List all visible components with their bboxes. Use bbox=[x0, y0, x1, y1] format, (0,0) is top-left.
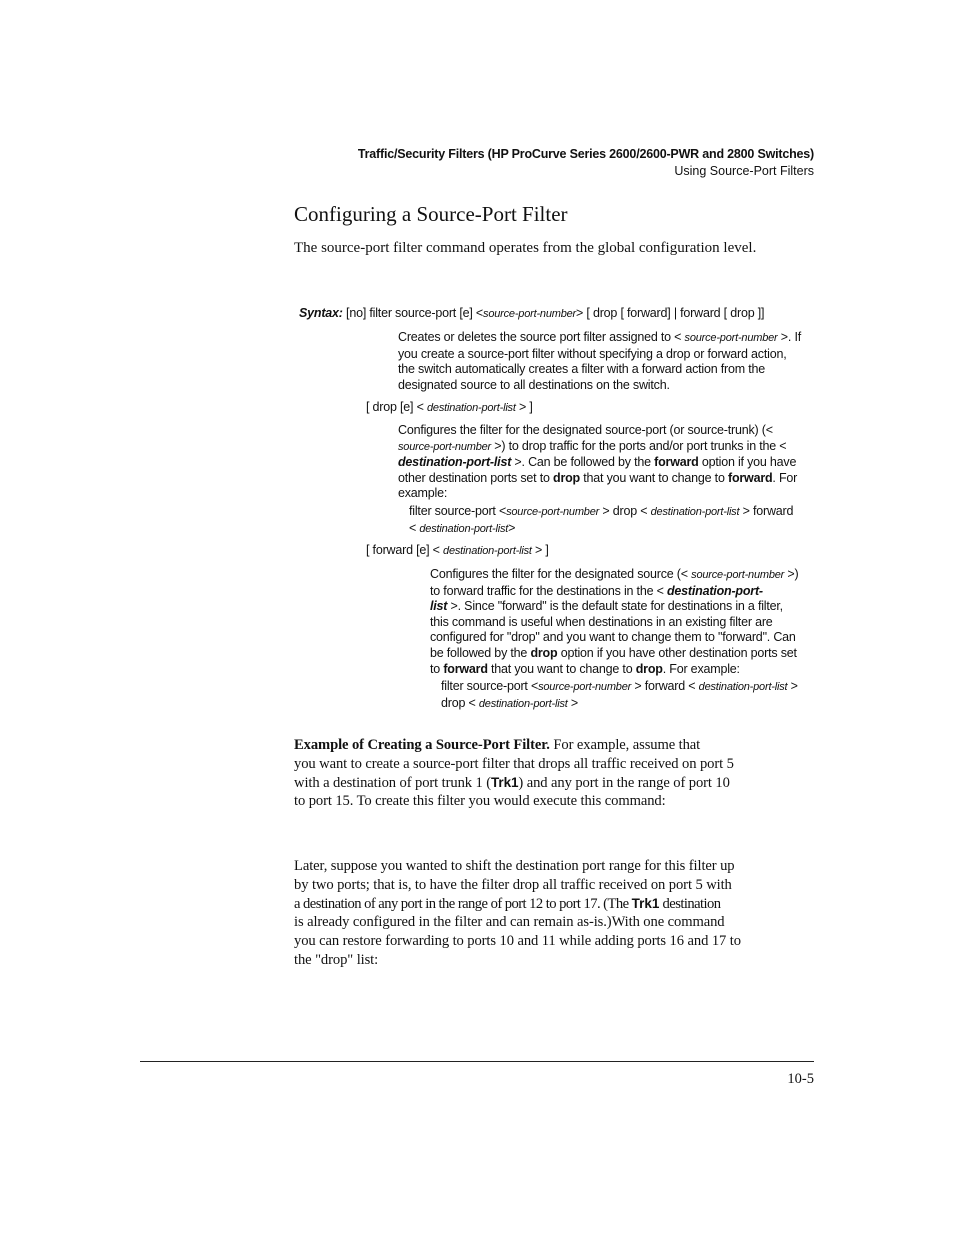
desc-text: >) to drop traffic for the ports and/or port trunks in the < bbox=[491, 438, 787, 453]
desc-text: >. Since "forward" is the default state for destinations in a filter, bbox=[447, 599, 783, 614]
forward-option-example bbox=[441, 679, 816, 712]
desc-param: list bbox=[430, 599, 448, 614]
desc-text: Configures the filter for the designated source (< bbox=[430, 567, 692, 581]
code-text: drop < bbox=[441, 695, 479, 710]
desc-keyword: forward bbox=[443, 661, 488, 676]
opt-text: > ] bbox=[531, 543, 549, 557]
opt-text: [ drop [e] < bbox=[366, 400, 427, 414]
code-text: < bbox=[409, 520, 420, 535]
later-paragraph bbox=[294, 857, 814, 970]
opt-text: > ] bbox=[515, 400, 533, 414]
code-param: source-port-number bbox=[506, 506, 600, 518]
para-text: with a destination of port trunk 1 ( bbox=[294, 774, 492, 791]
code-text: > bbox=[508, 520, 516, 535]
page-number: 10-5 bbox=[787, 1071, 814, 1087]
running-header-chapter: Traffic/Security Filters (HP ProCurve Series 2600/2600-PWR and 2800 Switches) bbox=[357, 147, 814, 161]
intro-paragraph: The source-port filter command operates from the global configuration level. bbox=[294, 240, 757, 256]
desc-text: be followed by the bbox=[430, 645, 531, 660]
para-line: the "drop" list: bbox=[294, 951, 379, 968]
para-line: you can restore forwarding to ports 10 and 11 while adding ports 16 and 17 to bbox=[294, 933, 741, 950]
opt-text: [ forward [e] < bbox=[366, 543, 444, 557]
desc-keyword: forward bbox=[727, 470, 773, 485]
drop-option-heading bbox=[366, 400, 533, 417]
desc-text: that you want to change to bbox=[580, 470, 728, 485]
desc-text: to forward traffic for the destinations in the < bbox=[430, 583, 667, 598]
desc-text: >. Can be followed by the bbox=[511, 455, 655, 470]
code-text: filter source-port < bbox=[409, 504, 507, 518]
desc-text: . For bbox=[772, 470, 798, 485]
desc-text: option if you have other destination ports set bbox=[557, 645, 797, 660]
desc-text: Creates or deletes the source port filter assigned to < bbox=[398, 330, 685, 344]
para-line: you want to create a source-port filter that drops all traffic received on port 5 bbox=[294, 755, 734, 772]
desc-keyword: drop bbox=[530, 645, 558, 660]
example-heading: Example of Creating a Source-Port Filter. bbox=[294, 737, 550, 753]
para-text: a destination of any port in the range of port 12 to port 17. (The bbox=[294, 895, 632, 912]
code-param: source-port-number bbox=[538, 681, 632, 693]
code-text: > bbox=[787, 679, 798, 693]
para-line: to port 15. To create this filter you would execute this command: bbox=[294, 793, 666, 810]
trunk-keyword: Trk1 bbox=[631, 895, 660, 911]
code-param: destination-port-list bbox=[698, 681, 788, 693]
syntax-param: source-port-number bbox=[483, 308, 577, 320]
desc-keyword: drop bbox=[635, 661, 663, 676]
desc-text: >. If bbox=[777, 330, 801, 344]
desc-line: this command is useful when destinations in an existing filter are bbox=[430, 614, 773, 629]
desc-line: configured for "drop" and you want to change them to "forward". Can bbox=[430, 630, 796, 645]
syntax-label: Syntax: bbox=[299, 306, 343, 320]
running-header-section: Using Source-Port Filters bbox=[674, 164, 814, 178]
code-text: > bbox=[567, 695, 578, 710]
desc-line: designated source to all destinations on the switch. bbox=[398, 377, 670, 392]
forward-option-description bbox=[430, 567, 815, 677]
opt-param: destination-port-list bbox=[443, 545, 532, 557]
desc-text: >) bbox=[784, 567, 799, 581]
desc-keyword: drop bbox=[553, 470, 580, 485]
syntax-text: > [ drop [ forward] | forward [ drop ]] bbox=[576, 306, 765, 320]
desc-param: destination-port- bbox=[666, 583, 763, 598]
para-line: by two ports; that is, to have the filter drop all traffic received on port 5 with bbox=[294, 876, 732, 893]
desc-param: source-port-number bbox=[684, 332, 778, 344]
desc-text: other destination ports set to bbox=[398, 470, 554, 485]
para-text: For example, assume that bbox=[549, 737, 701, 753]
footer-rule bbox=[140, 1061, 814, 1062]
para-line: Later, suppose you wanted to shift the destination port range for this filter up bbox=[294, 858, 735, 874]
para-text: ) and any port in the range of port 10 bbox=[518, 774, 730, 791]
drop-option-description bbox=[398, 423, 818, 502]
desc-param: source-port-number bbox=[691, 569, 785, 581]
example-paragraph bbox=[294, 736, 814, 811]
desc-text: . For example: bbox=[662, 661, 740, 676]
desc-param: source-port-number bbox=[398, 440, 491, 453]
trunk-keyword: Trk1 bbox=[491, 774, 519, 790]
desc-text: that you want to change to bbox=[487, 661, 636, 676]
code-text: > forward bbox=[739, 504, 794, 518]
desc-line: you create a source-port filter without specifying a drop or forward action, bbox=[398, 346, 787, 361]
section-title: Configuring a Source-Port Filter bbox=[294, 202, 568, 226]
para-text: destination bbox=[659, 895, 721, 912]
desc-line: Configures the filter for the designated source-port (or source-trunk) (< bbox=[398, 423, 773, 437]
code-text: filter source-port < bbox=[441, 679, 539, 693]
desc-text: option if you have bbox=[698, 455, 797, 470]
syntax-description bbox=[398, 330, 818, 393]
code-param: destination-port-list bbox=[478, 697, 568, 710]
syntax-line bbox=[299, 306, 764, 323]
code-param: destination-port-list bbox=[419, 522, 509, 535]
desc-text: to bbox=[430, 661, 444, 676]
desc-line: example: bbox=[398, 486, 448, 501]
syntax-text: [no] filter source-port [e] < bbox=[346, 306, 484, 320]
drop-option-example bbox=[409, 504, 819, 537]
code-text: > drop < bbox=[599, 504, 651, 518]
code-text: > forward < bbox=[631, 679, 699, 693]
desc-param: destination-port-list bbox=[398, 455, 512, 470]
opt-param: destination-port-list bbox=[426, 402, 516, 414]
desc-line: the switch automatically creates a filter with a forward action from the bbox=[398, 362, 766, 377]
desc-keyword: forward bbox=[654, 455, 699, 470]
para-line: is already configured in the filter and can remain as-is.)With one command bbox=[294, 914, 725, 931]
code-param: destination-port-list bbox=[650, 506, 740, 518]
forward-option-heading bbox=[366, 543, 549, 560]
